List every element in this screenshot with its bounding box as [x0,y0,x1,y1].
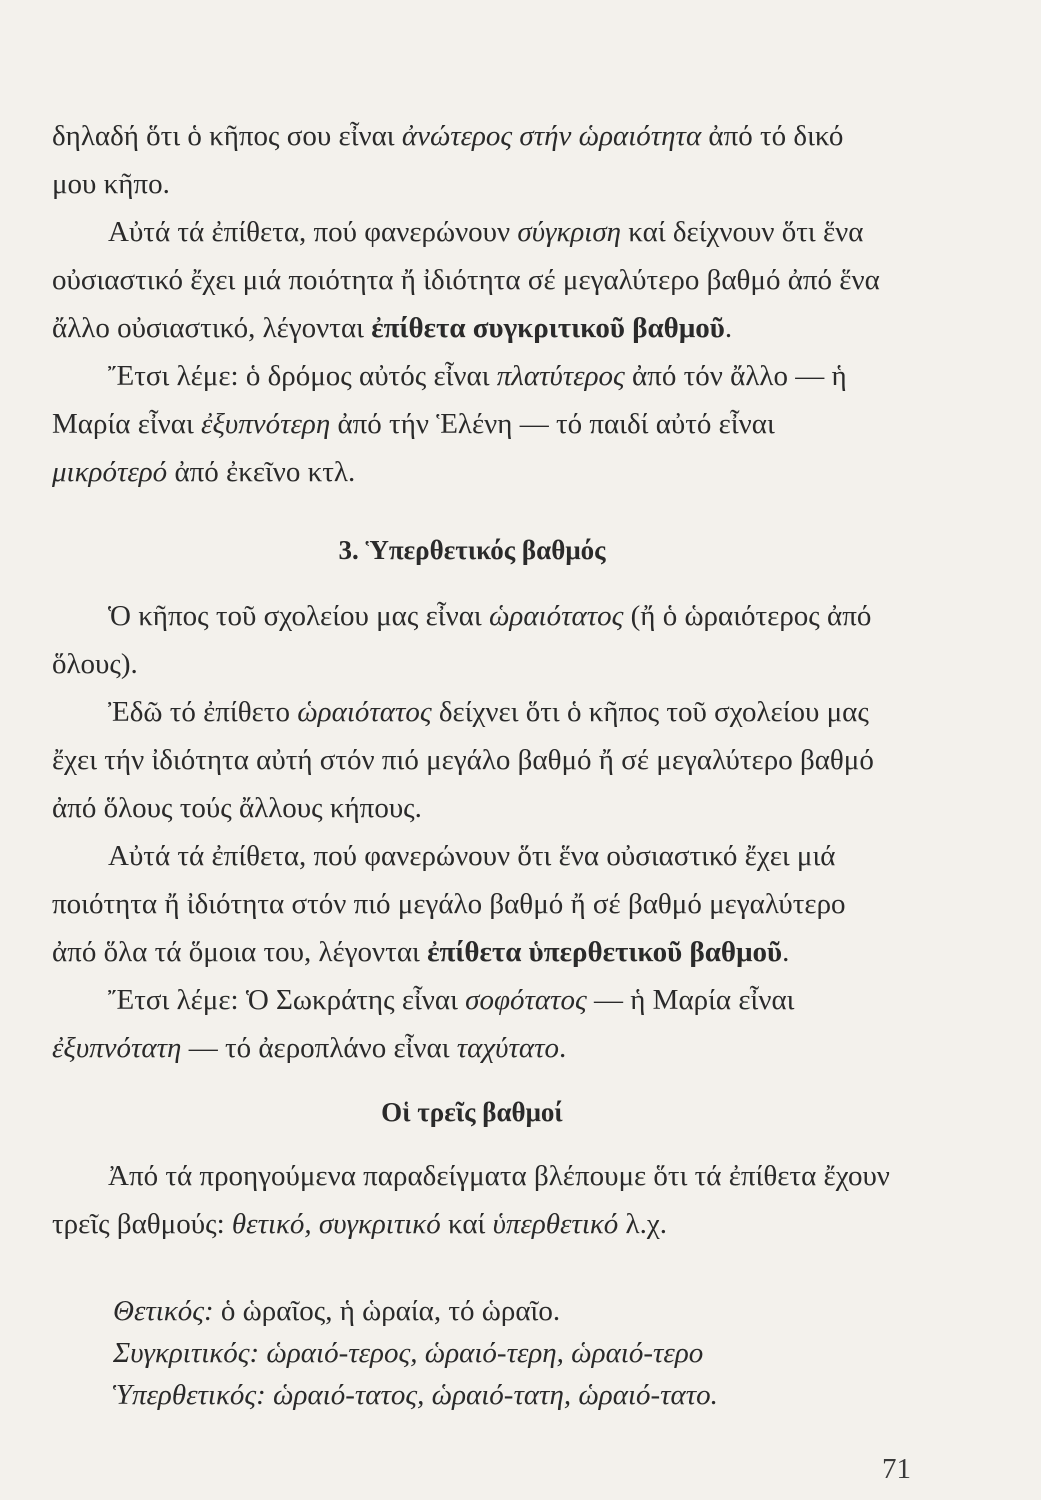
text-run: Αὐτά τά ἐπίθετα, πού φανερώνουν ὅτι ἕνα οὐσιαστικό ἔχει μιά ποιότητα ἤ ἰδιότητα στόν πιό μεγάλο βαθμό ἤ σέ βαθμό μεγαλύτερο ἀπό ὅλα τά ὅμοια του, λέγονται [52,840,846,968]
text-run: Ἀπό τά προηγούμενα παραδείγματα βλέπουμε ὅτι τά ἐπίθετα ἔχουν τρεῖς βαθμούς: [52,1160,890,1240]
text-run: — τό ἀεροπλάνο εἶναι [181,1032,457,1064]
text-run: Αὐτά τά ἐπίθετα, πού φανερώνουν [108,216,518,248]
text-run: ἀπό τόν ἄλλο — ἡ Μαρία εἶναι [52,360,847,440]
bold-term: ἐπίθετα συγκριτικοῦ βαθμοῦ [371,312,725,344]
text-run: λ.χ. [618,1208,667,1240]
text-run: ἀπό τό δικό μου κῆπο. [52,120,844,200]
paragraph-comparative-examples [52,352,892,496]
body-text-block-3 [52,1152,892,1248]
text-run: (ἤ ὁ ὡραιότερος ἀπό ὅλους). [52,600,872,680]
paragraph-comparative-example [52,112,892,208]
degree-forms-list [113,1290,718,1416]
paragraph-superlative-explanation [52,688,892,832]
text-run: Ἔτσι λέμε: Ὁ Σωκράτης εἶναι [108,984,466,1016]
text-run: καί [440,1208,493,1240]
degree-label: Συγκριτικός: [113,1337,260,1369]
text-run: Ὁ κῆπος τοῦ σχολείου μας εἶναι [108,600,489,632]
text-run: . [558,1032,567,1064]
text-run: . [782,936,790,968]
italic-run: ἐξυπνότατη [52,1032,182,1064]
degree-forms: ὡραιό-τερος, ὡραιό-τερη, ὡραιό-τερο [266,1337,704,1369]
degree-label: Ὑπερθετικός: [113,1379,266,1411]
italic-run: θετικό, συγκριτικό [231,1208,441,1240]
italic-run: ταχύτατο [456,1032,559,1064]
italic-run: ὡραιότατος [488,600,624,632]
italic-run: μικρότερό [52,456,168,488]
superlative-degree-row [113,1374,718,1416]
text-run: ἀπό τήν Ἑλένη — τό παιδί αὐτό εἶναι [330,408,775,440]
section-heading-three-degrees: Οἱ τρεῖς βαθμοί [381,1097,563,1127]
text-run: . [724,312,733,344]
paragraph-superlative-examples [52,976,892,1072]
positive-degree-row [113,1290,718,1332]
italic-run: πλατύτερος [496,360,625,392]
italic-run: σύγκριση [517,216,622,248]
italic-run: ὑπερθετικό [492,1208,619,1240]
italic-run: σοφότατος [465,984,587,1016]
italic-run: ἀνώτερος στήν ὡραιότητα [401,120,702,152]
section-heading-superlative: 3. Ὑπερθετικός βαθμός [338,535,606,565]
text-run: Ἐδῶ τό ἐπίθετο [108,696,298,728]
paragraph-superlative-example [52,592,892,688]
page-number: 71 [882,1453,911,1485]
bold-term: ἐπίθετα ὑπερθετικοῦ βαθμοῦ [427,936,783,968]
text-run: ἀπό ἐκεῖνο κτλ. [167,456,356,488]
paragraph-superlative-definition [52,832,892,976]
paragraph-three-degrees [52,1152,892,1248]
comparative-degree-row [113,1332,718,1374]
italic-run: ἐξυπνότερη [201,408,331,440]
degree-forms: ὁ ὡραῖος, ἡ ὡραία, τό ὡραῖο. [220,1295,561,1327]
text-run: δείχνει ὅτι ὁ κῆπος τοῦ σχολείου μας ἔχει τήν ἰδιότητα αὐτή στόν πιό μεγάλο βαθμό ἤ σέ μεγαλύτερο βαθμό ἀπό ὅλους τούς ἄλλους κήπους. [52,696,874,824]
text-run: δηλαδή ὅτι ὁ κῆπος σου εἶναι [52,120,402,152]
degree-forms: ὡραιό-τατος, ὡραιό-τατη, ὡραιό-τατο. [273,1379,718,1411]
body-text-block-2 [52,592,892,1072]
text-run: Ἔτσι λέμε: ὁ δρόμος αὐτός εἶναι [108,360,497,392]
text-run: — ἡ Μαρία εἶναι [586,984,795,1016]
paragraph-comparative-definition [52,208,892,352]
italic-run: ὡραιότατος [297,696,432,728]
body-text-block-1 [52,112,892,496]
degree-label: Θετικός: [113,1295,214,1327]
text-run: καί δείχνουν ὅτι ἕνα οὐσιαστικό ἔχει μιά ποιότητα ἤ ἰδιότητα σέ μεγαλύτερο βαθμό ἀπό ἕνα ἄλλο οὐσιαστικό, λέγονται [52,216,880,344]
